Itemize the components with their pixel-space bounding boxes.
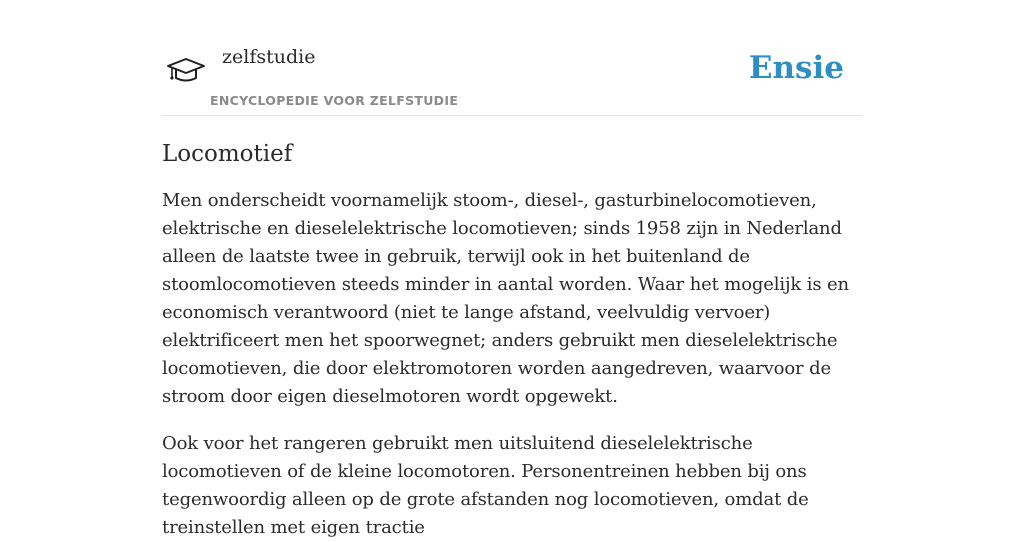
graduation-cap-icon[interactable]	[166, 52, 206, 92]
article-paragraph: Men onderscheidt voornamelijk stoom-, diesel-, gasturbinelocomotieven, elektrische en dieselelektrische locomotieven; sinds 1958 zijn in Nederland alleen de laatste twee in gebruik, terwijl ook in het buitenland de stoomlocomotieven steeds minder in aantal worden. Waar het mogelijk is en economisch verantwoord (niet te lange afstand, veelvuldig vervoer) elektrificeert men het spoorwegnet; anders gebruikt men dieselelektrische locomotieven, die door elektromotoren worden aangedreven, waarvoor de stroom door eigen dieselmotoren wordt opgewekt.	[162, 190, 849, 407]
article	[162, 136, 862, 542]
site-name[interactable]: zelfstudie	[222, 46, 316, 68]
site-header	[162, 0, 862, 116]
ensie-logo-link[interactable]: Ensie	[748, 50, 844, 86]
site-tagline: ENCYCLOPEDIE VOOR ZELFSTUDIE	[210, 93, 459, 108]
article-title: Locomotief	[162, 141, 293, 167]
article-paragraph: Ook voor het rangeren gebruikt men uitsluitend dieselelektrische locomotieven of de kleine locomotoren. Personentreinen hebben bij ons tegenwoordig alleen op de grote afstanden nog locomotieven, omdat de treinstellen met eigen tractie	[162, 433, 809, 538]
